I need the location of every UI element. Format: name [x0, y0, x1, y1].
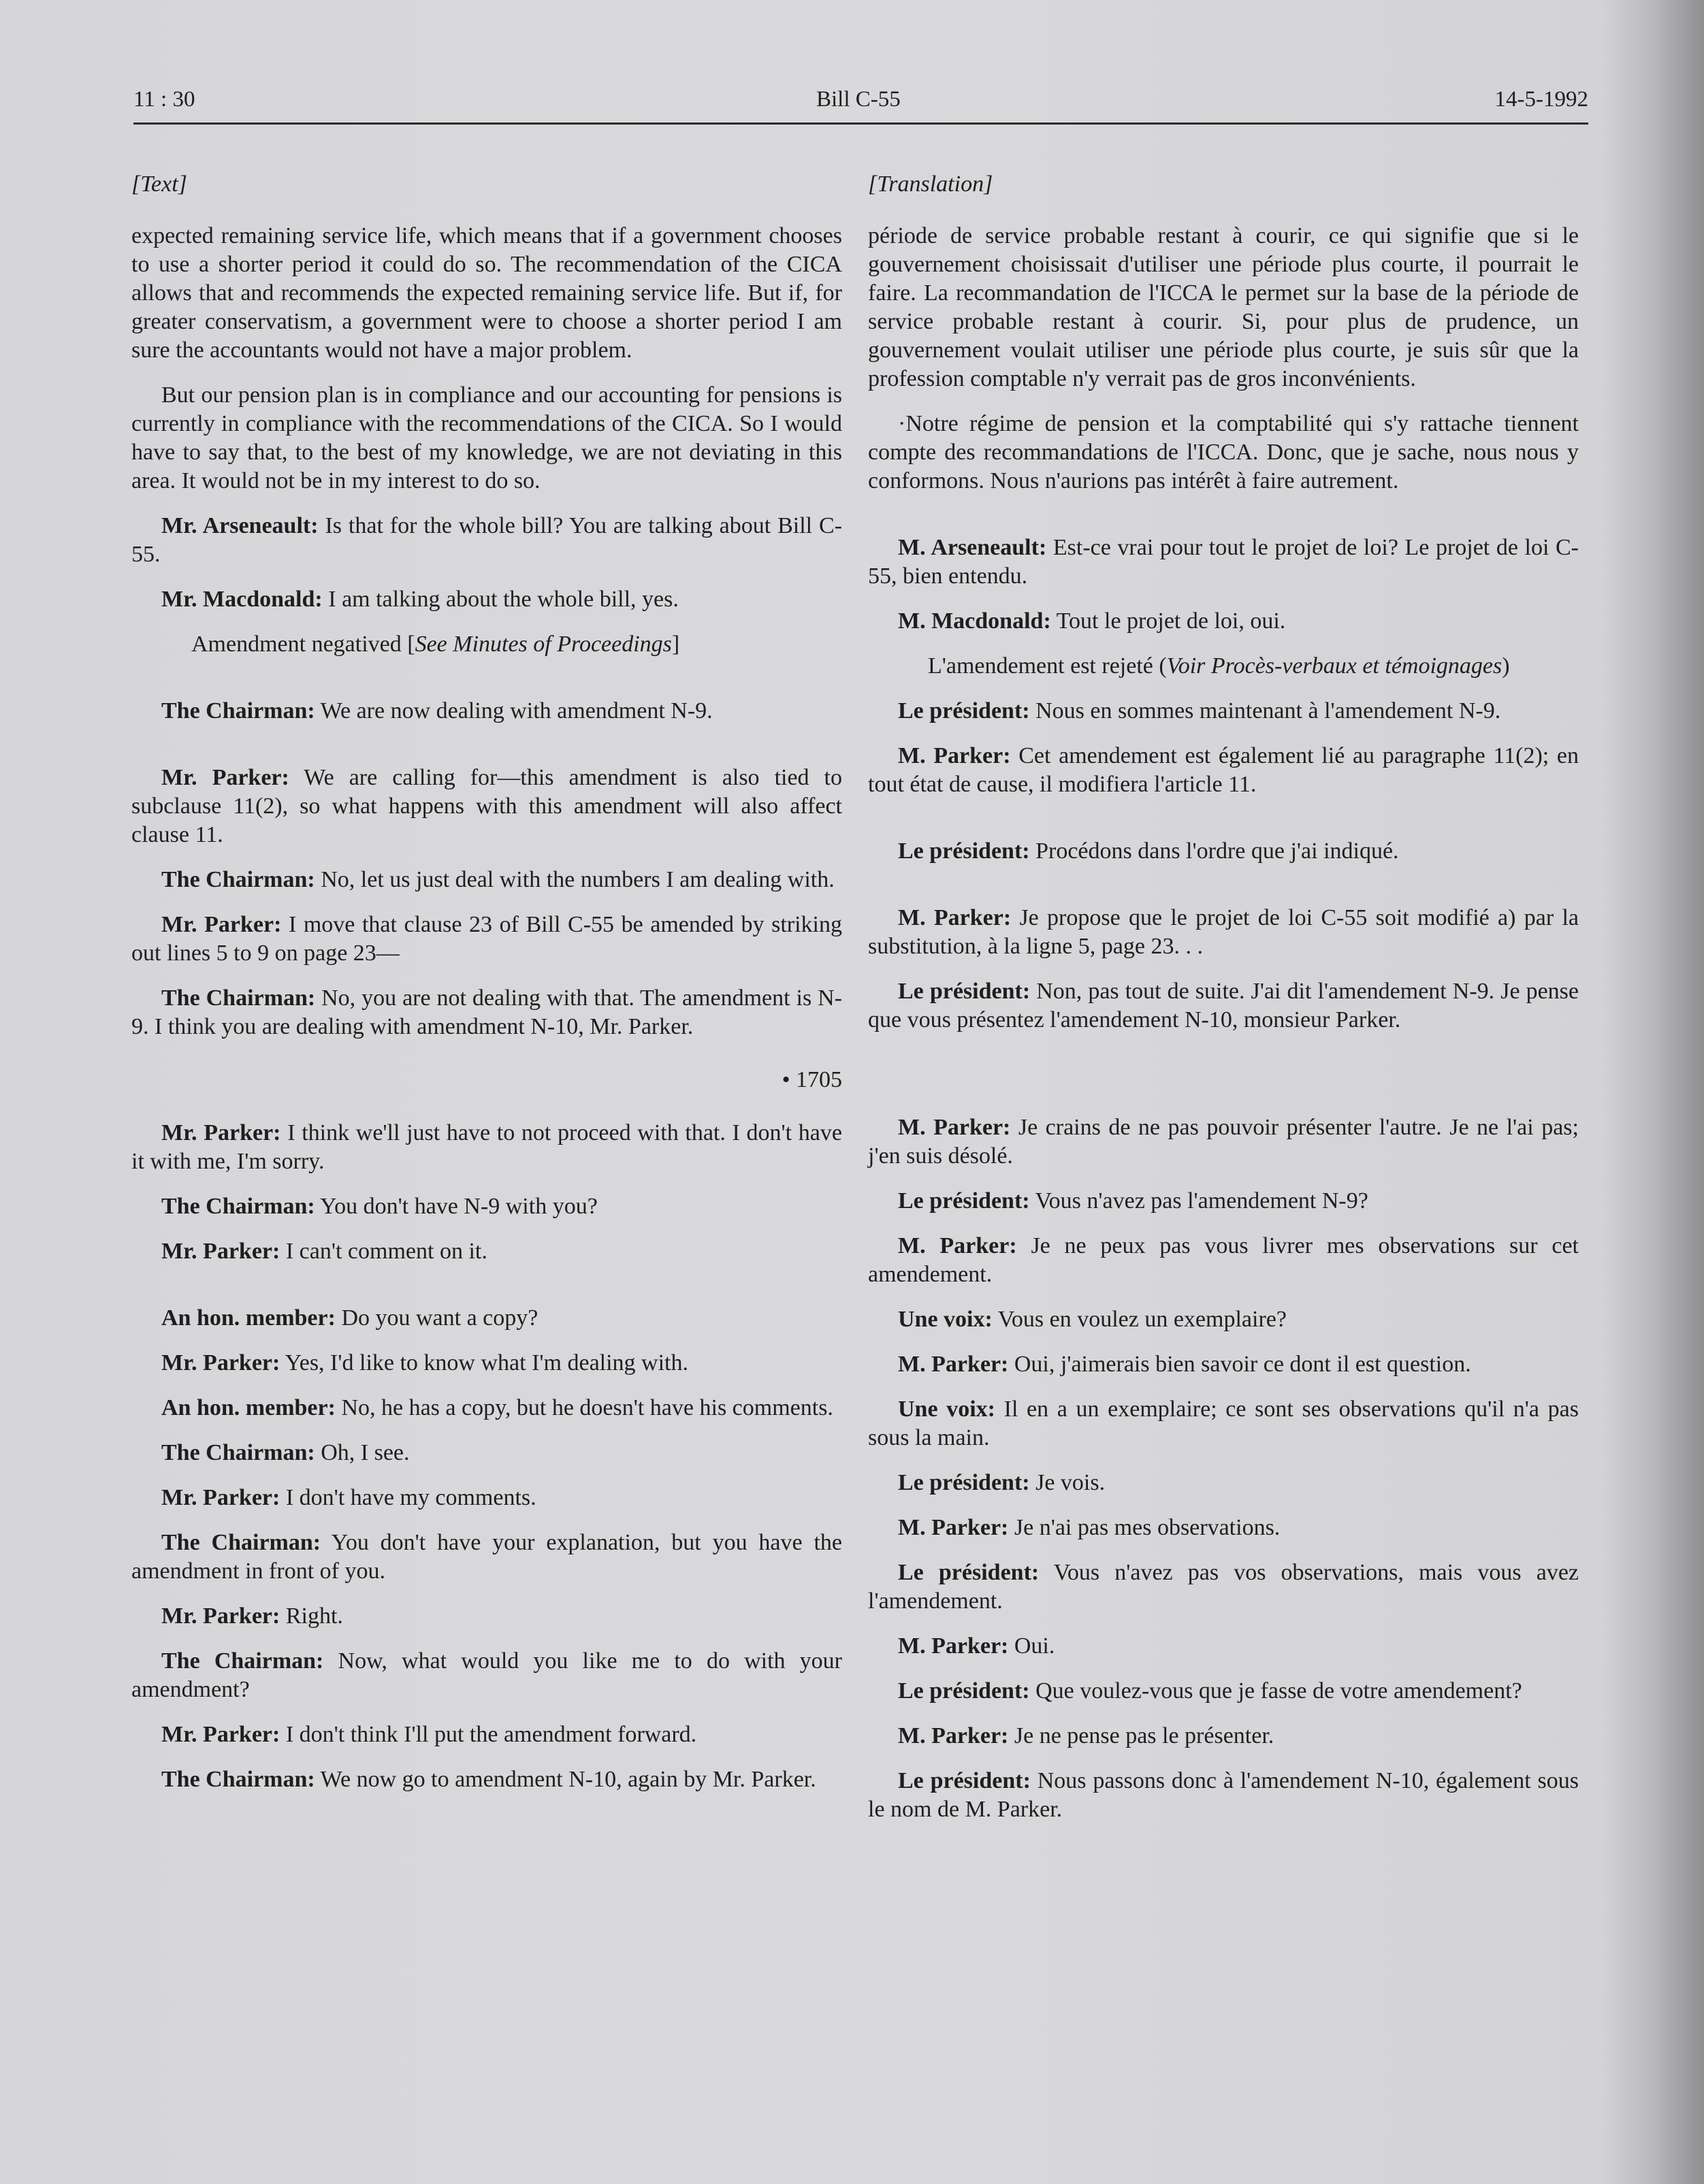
utterance: [131, 1529, 842, 1586]
header-rule: [133, 123, 1588, 125]
utterance-text: No, let us just deal with the numbers I am dealing with.: [315, 867, 835, 892]
utterance: [868, 697, 1579, 726]
utterance: [868, 1469, 1579, 1497]
utterance-text: Je crains de ne pas pouvoir présenter l'autre. Je ne l'ai pas; j'en suis désolé.: [868, 1115, 1579, 1169]
bill-title: Bill C-55: [816, 87, 901, 112]
paragraph: période de service probable restant à courir, ce qui signifie que si le gouvernement choisissait d'utiliser une période plus courte, il pourrait le faire. La recommandation de l'ICCA le permet sur la base de la période de service probable restant à courir. Si, pour plus de prudence, un gouvernement voulait utiliser une période plus courte, je suis sûr que la profession comptable n'y verrait pas de gros inconvénients.: [868, 223, 1579, 391]
utterance-text: Is that for the whole bill? You are talking about Bill C-55.: [131, 513, 842, 567]
utterance-text: I don't have my comments.: [280, 1485, 536, 1510]
speaker-name: Mr. Parker:: [161, 765, 289, 790]
utterance: [868, 904, 1579, 961]
utterance: [131, 764, 842, 849]
utterance-text: No, you are not dealing with that. The amendment is N-9. I think you are dealing with amendment N-10, Mr. Parker.: [131, 985, 843, 1039]
speaker-name: Le président:: [898, 1188, 1030, 1213]
speaker-name: The Chairman:: [161, 1440, 315, 1465]
utterance: [131, 1237, 842, 1266]
utterance: [868, 1232, 1579, 1289]
utterance-text: Tout le projet de loi, oui.: [1050, 608, 1286, 634]
header-date: 14-5-1992: [1494, 87, 1588, 112]
utterance-text: No, he has a copy, but he doesn't have his comments.: [335, 1395, 833, 1420]
utterance-text: I can't comment on it.: [280, 1239, 487, 1264]
utterance-text: You don't have N-9 with you?: [315, 1194, 598, 1219]
speaker-name: M. Arseneault:: [898, 535, 1047, 560]
speaker-name: M. Macdonald:: [898, 608, 1051, 634]
utterance: [131, 1602, 842, 1631]
speaker-name: M. Parker:: [898, 905, 1012, 930]
utterance: [131, 984, 842, 1041]
speaker-name: Le président:: [898, 1678, 1030, 1704]
speaker-name: M. Parker:: [898, 1115, 1011, 1140]
utterance: [131, 697, 842, 726]
french-column: [868, 170, 1579, 1840]
utterance-text: You don't have your explanation, but you have the amendment in front of you.: [131, 1530, 842, 1584]
utterance: [868, 1677, 1579, 1706]
utterance-text: Cet amendement est également lié au paragraphe 11(2); en tout état de cause, il modifiera l'article 11.: [868, 743, 1579, 797]
utterance-text: Vous n'avez pas vos observations, mais vous avez l'amendement.: [868, 1560, 1579, 1614]
utterance-text: Je vois.: [1029, 1470, 1106, 1495]
utterance-text: Est-ce vrai pour tout le projet de loi? Le projet de loi C-55, bien entendu.: [868, 535, 1579, 589]
utterance-text: Vous n'avez pas l'amendement N-9?: [1029, 1188, 1368, 1213]
speaker-name: Mr. Parker:: [161, 1350, 280, 1375]
utterance: [131, 1192, 842, 1221]
utterance: [868, 1767, 1579, 1824]
utterance: [131, 1304, 842, 1333]
utterance: [131, 866, 842, 894]
utterance: [868, 1305, 1579, 1334]
utterance: [868, 977, 1579, 1034]
speaker-name: Une voix:: [898, 1397, 995, 1422]
page-reference: 11 : 30: [133, 87, 195, 112]
speaker-name: M. Parker:: [898, 1515, 1009, 1540]
utterance: [131, 1119, 842, 1176]
speaker-name: An hon. member:: [161, 1305, 336, 1331]
page-header: [133, 87, 1588, 125]
utterance-text: Now, what would you like me to do with your amendment?: [131, 1648, 842, 1702]
column-tag: [Text]: [131, 172, 187, 197]
utterance-text: Oh, I see.: [315, 1440, 410, 1465]
utterance-text: I am talking about the whole bill, yes.: [322, 587, 679, 612]
utterance-text: Je ne pense pas le présenter.: [1008, 1723, 1274, 1748]
utterance-text: Procédons dans l'ordre que j'ai indiqué.: [1029, 838, 1399, 864]
speaker-name: The Chairman:: [161, 1194, 315, 1219]
utterance: [131, 1721, 842, 1749]
speaker-name: Mr. Parker:: [161, 1722, 280, 1747]
utterance: [868, 1187, 1579, 1216]
speaker-name: Mr. Macdonald:: [161, 587, 323, 612]
paragraph: expected remaining service life, which means that if a government chooses to use a shorter period it could do so. The recommendation of the CICA allows that and recommends the expected remaining service life. But if, for greater conservatism, a government were to choose a shorter period I am sure the accountants would not have a major problem.: [131, 223, 842, 363]
procedural-note: L'amendement est rejeté (Voir Procès-verbaux et témoignages): [928, 653, 1510, 679]
utterance: [868, 1350, 1579, 1379]
utterance: [868, 1395, 1579, 1452]
speaker-name: M. Parker:: [898, 1633, 1009, 1659]
speaker-name: Le président:: [898, 1470, 1030, 1495]
utterance: [131, 911, 842, 968]
utterance-text: Il en a un exemplaire; ce sont ses observations qu'il n'a pas sous la main.: [868, 1397, 1579, 1450]
utterance-text: Non, pas tout de suite. J'ai dit l'amendement N-9. Je pense que vous présentez l'amendement N-10, monsieur Parker.: [868, 979, 1579, 1032]
utterance-text: Oui, j'aimerais bien savoir ce dont il est question.: [1008, 1352, 1471, 1377]
speaker-name: M. Parker:: [898, 1233, 1017, 1258]
speaker-name: The Chairman:: [161, 1767, 315, 1792]
utterance: [868, 1632, 1579, 1661]
time-marker: • 1705: [782, 1067, 842, 1092]
speaker-name: Mr. Parker:: [161, 1603, 280, 1629]
utterance: [868, 1559, 1579, 1616]
utterance: [131, 585, 842, 614]
utterance-text: I don't think I'll put the amendment forward.: [280, 1722, 697, 1747]
speaker-name: Mr. Arseneault:: [161, 513, 319, 538]
speaker-name: An hon. member:: [161, 1395, 336, 1420]
utterance-text: Je ne peux pas vous livrer mes observations sur cet amendement.: [868, 1233, 1579, 1287]
column-tag: [Translation]: [868, 172, 993, 197]
utterance-text: We now go to amendment N-10, again by Mr. Parker.: [315, 1767, 816, 1792]
speaker-name: Le président:: [898, 1560, 1040, 1585]
speaker-name: The Chairman:: [161, 867, 315, 892]
speaker-name: M. Parker:: [898, 1723, 1009, 1748]
utterance: [131, 1765, 842, 1794]
utterance-text: We are calling for—this amendment is also tied to subclause 11(2), so what happens with this amendment will also affect clause 11.: [131, 765, 842, 847]
utterance-text: Je n'ai pas mes observations.: [1008, 1515, 1281, 1540]
utterance: [131, 1439, 842, 1467]
utterance: [868, 607, 1579, 636]
utterance: [131, 1647, 842, 1704]
speaker-name: Le président:: [898, 698, 1030, 723]
utterance: [131, 1484, 842, 1512]
speaker-name: The Chairman:: [161, 985, 316, 1011]
utterance: [131, 1394, 842, 1422]
speaker-name: M. Parker:: [898, 743, 1011, 768]
speaker-name: Le président:: [898, 979, 1031, 1004]
utterance-text: Nous passons donc à l'amendement N-10, également sous le nom de M. Parker.: [868, 1768, 1579, 1822]
utterance: [868, 837, 1579, 866]
utterance: [868, 1722, 1579, 1750]
speaker-name: The Chairman:: [161, 1530, 321, 1555]
utterance-text: Do you want a copy?: [335, 1305, 538, 1331]
utterance: [868, 742, 1579, 799]
utterance-text: I think we'll just have to not proceed with that. I don't have it with me, I'm sorry.: [131, 1120, 842, 1174]
utterance-text: Je propose que le projet de loi C-55 soit modifié a) par la substitution, à la ligne 5, page 23. . .: [868, 905, 1579, 959]
speaker-name: The Chairman:: [161, 1648, 324, 1674]
procedural-note: Amendment negatived [See Minutes of Proceedings]: [191, 632, 680, 657]
utterance: [131, 512, 842, 569]
utterance: [868, 534, 1579, 591]
english-column: [131, 170, 842, 1810]
speaker-name: Mr. Parker:: [161, 1239, 280, 1264]
utterance-text: I move that clause 23 of Bill C-55 be amended by striking out lines 5 to 9 on page 23—: [131, 912, 842, 966]
speaker-name: Une voix:: [898, 1307, 993, 1332]
utterance: [131, 1349, 842, 1378]
utterance-text: We are now dealing with amendment N-9.: [315, 698, 713, 723]
utterance-text: Oui.: [1008, 1633, 1055, 1659]
utterance-text: Vous en voulez un exemplaire?: [992, 1307, 1287, 1332]
speaker-name: Mr. Parker:: [161, 912, 282, 937]
utterance: [868, 1113, 1579, 1171]
utterance-text: Que voulez-vous que je fasse de votre amendement?: [1029, 1678, 1522, 1704]
utterance-text: Yes, I'd like to know what I'm dealing with.: [280, 1350, 688, 1375]
paragraph: ·Notre régime de pension et la comptabilité qui s'y rattache tiennent compte des recommandations de l'ICCA. Donc, que je sache, nous nous y conformons. Nous n'aurions pas intérêt à faire autrement.: [868, 411, 1579, 493]
speaker-name: The Chairman:: [161, 698, 315, 723]
speaker-name: Mr. Parker:: [161, 1120, 281, 1145]
speaker-name: Le président:: [898, 838, 1030, 864]
utterance-text: Nous en sommes maintenant à l'amendement N-9.: [1029, 698, 1501, 723]
utterance-text: Right.: [280, 1603, 343, 1629]
speaker-name: Mr. Parker:: [161, 1485, 280, 1510]
speaker-name: Le président:: [898, 1768, 1031, 1793]
utterance: [868, 1514, 1579, 1542]
paragraph: But our pension plan is in compliance and our accounting for pensions is currently in compliance with the recommendations of the CICA. So I would have to say that, to the best of my knowledge, we are not deviating in this area. It would not be in my interest to do so.: [131, 382, 842, 493]
speaker-name: M. Parker:: [898, 1352, 1009, 1377]
